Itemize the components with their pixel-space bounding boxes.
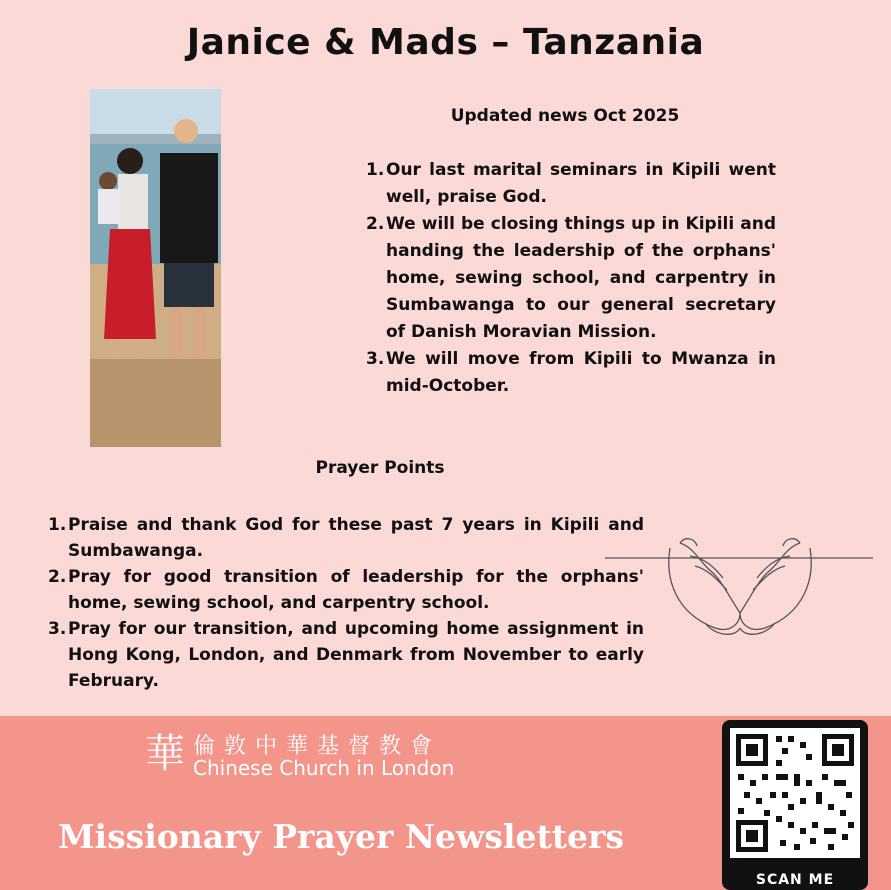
family-photo [90,89,221,447]
open-hands-icon [605,528,875,643]
news-item-number: 2. [366,214,385,234]
news-item [366,211,776,346]
newsletter-title: Missionary Prayer Newsletters [58,817,624,856]
prayer-item-text: Pray for our transition, and upcoming home assignment in Hong Kong, London, and Denmark from November to early February. [68,619,644,691]
church-name-english: Chinese Church in London [193,756,455,780]
prayer-list [48,512,644,694]
news-item-number: 1. [366,160,385,180]
page-title: Janice & Mads – Tanzania [186,22,705,63]
prayer-heading: Prayer Points [315,458,445,478]
prayer-item [48,512,644,564]
news-heading: Updated news Oct 2025 [450,106,680,126]
prayer-item-text: Praise and thank God for these past 7 years in Kipili and Sumbawanga. [68,515,644,561]
church-name-chinese: 倫敦中華基督教會 [193,734,442,759]
news-item-text: We will move from Kipili to Mwanza in mid-October. [386,349,776,396]
news-item [366,346,776,400]
prayer-item-number: 1. [48,515,67,535]
prayer-item-number: 3. [48,619,67,639]
prayer-item [48,564,644,616]
news-item-text: We will be closing things up in Kipili and handing the leadership of the orphans' home, sewing school, and carpentry in Sumbawanga to our general secretary of Danish Moravian Mission. [386,214,776,342]
church-logo-icon: 華 [145,731,185,777]
qr-code-icon [730,728,860,858]
news-list [366,157,776,400]
news-item-text: Our last marital seminars in Kipili went well, praise God. [386,160,776,207]
prayer-item [48,616,644,694]
scan-me-label: SCAN ME [755,872,835,888]
prayer-item-number: 2. [48,567,67,587]
qr-code[interactable] [722,720,868,890]
news-item [366,157,776,211]
prayer-item-text: Pray for good transition of leadership for the orphans' home, sewing school, and carpentry school. [68,567,644,613]
news-item-number: 3. [366,349,385,369]
